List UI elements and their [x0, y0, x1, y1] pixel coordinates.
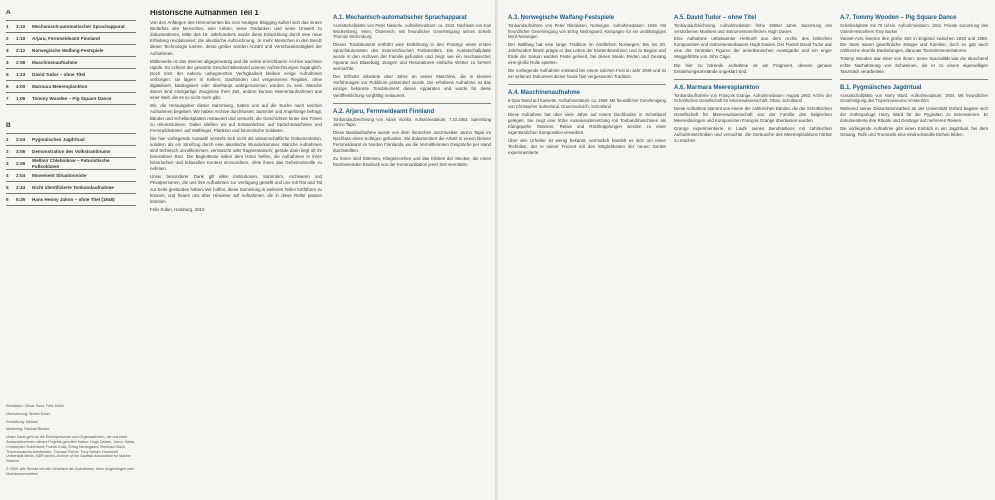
credits-block [6, 404, 136, 480]
right-page [498, 0, 995, 500]
track-row[interactable]: 1 3:10 Mechanisch-automatischer Sprachapparat [6, 21, 136, 33]
track-row[interactable]: 6 4:00 Marmara Meeresplankton [6, 81, 136, 93]
track-paragraph: Zu hören sind Stimmen, Klingelzeichen und das Klicken der Stecker, die einen faszinierenden Eindruck von der Kommunikation jener Zeit vermitteln. [333, 156, 491, 168]
copyright-text: © 2009, alle Rechte bei den Urhebern der Aufnahmen, ihren Angehörigen oder Nachlassverwaltern [6, 466, 135, 476]
section-divider [508, 84, 666, 85]
side-b-letter: B [6, 122, 11, 130]
track-paragraph: Diese Aufnahme stammt von einem der zahlreichen Bänder, die der Schottischen Gesellschaft für Meereswissenschaft von der Familie des belgischen Meeresbiologen und Komponisten François Grange überlassen wurden. [674, 105, 832, 124]
track-heading: A.1. Mechanisch-automatischer Sprachapparat [333, 15, 467, 21]
track-heading: A.5. David Tudor – ohne Titel [674, 15, 757, 21]
track-paragraph: Die vorliegende Aufnahme entstand bei einem solchen Fest im Jahr 1948 und ist ein seltenes Dokument dieser heute fast vergessenen Tradition. [508, 68, 666, 80]
track-paragraph: Diese Aufnahme hat über viele Jahre auf einem Dachboden in Schottland gelegen. Sie zeigt eine frühe Auseinandersetzung mit Tonbandmaschinen als Klangquelle: Motoren, Relais und Rückkopplungen werden zu einer eigentümlichen Komposition verwoben. [508, 111, 666, 135]
track-notes-column [840, 10, 988, 492]
track-heading: A.6. Marmara Meeresplankton [674, 84, 760, 91]
track-meta: Tonbandaufnahme von François Grange. Aufnahmedatum: August 1953. Archiv der Schottischen Gesellschaft für Meereswissenschaft, Oban, Schottland [674, 92, 832, 104]
track-paragraph: Diese Bandaufnahme wurde von dem finnischen Jazzmusiker Jarmo Tapio im Nachlass eines Kollegen gefunden. Sie dokumentiert die Arbeit in einem kleinen Fernmeldeamt im Norden Finnlands, wo die Vermittlerinnen Gespräche per Hand durchstellten. [333, 129, 491, 154]
essay-paragraph: Von den Anfängen des Hörmomentes bis zum heutigen Blogging äußert sich das innere Bedürfnis des Menschen, sein Leben, seine Gedanken und seine Umwelt zu dokumentieren. Mitte des 19. Jahrhunderts wurde diese Entwicklung durch eine neue Erfindung revolutioniert: die akustische Aufzeichnung. Je mehr Menschen in den Besitz dieser Technologie kamen, desto größer wurden Anzahl und Verschiedenartigkeit der Aufnahmen. [150, 20, 322, 56]
essay-signature: Felix Kubin, Hamburg, 2010 [150, 206, 205, 212]
track-meta: Acetatschallplatte von Peter Niederle. Aufnahmedatum: ca. 1943. Nachlass von Karl Wookenberg, Wien, Österreich. Mit freundlicher Genehmigung seines Enkels Thomas Wickenburg [333, 23, 491, 40]
essay-title: Historische Aufnahmen Teil 1 [150, 10, 259, 17]
track-heading: A.3. Norwegische Walfang-Festspiele [508, 15, 615, 21]
track-meta: 8-Spur-Band auf Kassette. Aufnahmedatum: ca. 1968. Mit freundlicher Genehmigung von Christopher Sutherland, Drummodroich, Schottland [508, 98, 666, 109]
essay-paragraph: Die hier vorliegende Auswahl versteht sich nicht als wissenschaftliche Dokumentation, sondern als ein Streifzug durch eine akustische Wunderkammer. Manche Aufnahmen sind technisch unvollkommen, verrauscht oder fragmentarisch; gerade darin liegt oft ihr besonderer Reiz. Die Begleittexte sollen dem Hörer helfen, die Aufnahmen in ihren historischen und kulturellen Kontext einzuordnen, ohne ihnen das Geheimnisvolle zu nehmen. [150, 135, 322, 172]
track-notes-column [333, 10, 491, 492]
track-row[interactable]: 3 2:12 Norwegische Walfang-Festspiele [6, 45, 136, 57]
track-row[interactable]: 5 1:23 David Tudor – ohne Titel [6, 69, 136, 81]
track-heading: A.2. Arjaru, Fernmeldeamt Finnland [333, 108, 435, 115]
track-row[interactable]: 1 2:04 Pygmäisches Jagdritual [6, 134, 136, 146]
credit-line: Mastering: Rashad Becker [6, 427, 50, 432]
track-row[interactable]: 4 2:58 Maschinenaufnahme [6, 57, 136, 69]
track-paragraph: Die vorliegende Aufnahme gibt einen Einblick in ein Jagdritual, bei dem Gesang, Rufe und Trommeln eine eindrucksvolle Einheit bilden. [840, 126, 988, 138]
track-row[interactable]: 4 2:04 Movement Situationniste [6, 170, 136, 182]
track-row[interactable]: 6 5:26 Hans Henny Jahnn – ohne Titel (1948) [6, 194, 136, 206]
side-b-tracklist [6, 133, 136, 206]
track-paragraph: Dieses Tondokument entführt eine Einführung in den Prototyp eines ersten Sprachautomaten des österreichischen Tonkünstlers. Die Acetatschallplatte wurde in den Archiven der Familie gefunden und zeigt, wie ein mechanischer Apparat aus Blasebalg, Zungen und Resonatoren einfache Wörter zu formen vermochte. [333, 41, 491, 72]
track-row[interactable]: 2 3:06 Demonstration des Volkstrantinums [6, 146, 136, 158]
track-paragraph: Die hier zu hörende Aufnahme ist ein Fragment, dessen genaue Entstehungsumstände ungeklärt sind. [674, 62, 832, 74]
credit-line: Gestaltung: Melvan [6, 419, 38, 424]
essay-paragraph: Wir, die Herausgeber dieser Sammlung, haben uns auf die Suche nach solchen Aufnahmen begeben. Wir haben Archive durchforstet, Sammler und Angehörige befragt, Bänder und Schellackplatten restauriert und versucht, die Geschichten hinter den Tönen zu rekonstruieren. Dabei stießen wir auf Erstaunliches: auf Sprachmaschinen und Fernmeldeämter, auf Walfänger, Plankton und futuristische Soldaten. [150, 103, 322, 133]
left-page [0, 0, 497, 500]
track-paragraph: Während seiner Dissertationsarbeit an der Universität Oxford begann sich der Anthropologe Harry Ward für die Pygmäen zu interessieren. Er dokumentierte ihre Rituale und Gesänge auf mehreren Reisen. [840, 105, 988, 124]
essay-paragraph: Unser besonderer Dank gilt allen Institutionen, Sammlern, Archivaren und Privatpersonen, die uns ihre Aufnahmen zur Verfügung gestellt und uns mit Rat und Tat zur Seite gestanden haben. Wir hoffen, diese Sammlung in weiteren Teilen fortführen zu können, und freuen uns über Hinweise auf Aufnahmen, die in diese Reihe passen könnten. [150, 174, 322, 204]
section-divider [674, 79, 832, 80]
thanks-text: Unser Dank geht an die Einzelpersonen und Organisationen, die uns beim Zustandekommen dieses Projekts geholfen haben: Hugh Davies, Jarmo Sarka, Christopher Sutherland, Franck Kolla, Erling Nedregaard, Reinhard Bach, Tropenmuseum Amsterdam, Thomas Pernet, Tony Barker, Humboldt Universität Berlin, NDR Archiv, Archive of the Scottish Association for Marine Science [6, 435, 136, 464]
side-a-tracklist [6, 20, 136, 105]
track-paragraph: Grange experimentierte in Laufe seines Berufslebens mit zahlreichen Aufnahmetechniken und versuchte, die Geräusche des Meeresplanktons hörbar zu machen. [674, 126, 832, 144]
track-row[interactable]: 3 2:06 Wellmir Chlebnikow – Futuristische Fußsoldaten [6, 158, 136, 170]
track-meta: Tonbandaufzeichnung. Aufnahmedatum: frühe 1950er Jahre. Sammlung des verstorbenen Musikers und Instrumentenerfinders Hugh Davies [674, 23, 832, 34]
track-meta: Tonbandaufnahme von Peter Nikolaisen, Norwegen. Aufnahmedatum: 1948. Mit freundlicher Genehmigung von Erling Nedregaard, Kampagne für ein unabhängiges Nord-Norwegen [508, 23, 666, 40]
tracklist-column [6, 10, 136, 400]
track-paragraph: Tommy Wooden war einer von ihnen: Seine Spezialität war die täuschend echte Nachahmung von Schweinen, die er zu einem eigenwilligen Tanzstück verarbeitete. [840, 56, 988, 74]
track-row[interactable]: 5 2:44 Nicht identifizierte Tonbandaufnahme [6, 182, 136, 194]
track-paragraph: Varieté-Acts feierten ihre große Zeit in England zwischen 1920 und 1960. Die Stars waren gewöhnliche Sänger und Komiker, doch es gab auch zahlreiche skurrile Darbietungen, darunter Tierstimmenimitatoren. [840, 36, 988, 54]
track-meta: Tonbandaufzeichnung von Adam Viuhko. Aufnahmedatum: 7.10.1953. Sammlung Jarmo Tapio [333, 116, 491, 128]
credit-line: Übersetzung: Stefan Eckel [6, 411, 50, 416]
track-meta: Schellackplatte mit 78 U/min. Aufnahmedatum: 1941. Private Sammlung des Varieté-Historikers Tony Barker [840, 23, 988, 34]
track-notes-column [508, 10, 666, 492]
credit-line: Redaktion: Olmar Suss, Felix Kubin [6, 404, 65, 408]
track-paragraph: Der Erfinder arbeitete über Jahre an seiner Maschine, die in kleinen Vorführungen vor Publikum präsentiert wurde. Die erhaltene Aufnahme ist das einzige bekannte Tondokument dieses Apparates und wurde für diese Veröffentlichung sorgfältig restauriert. [333, 74, 491, 98]
track-paragraph: Eine Aufnahme unbekannter Herkunft aus dem Archiv des britischen Komponisten und Instrumentenbauers Hugh Davies. Der Pianist David Tudor war eine der zentralen Figuren der amerikanischen Avantgarde und ein enger Weggefährte von John Cage. [674, 36, 832, 60]
track-heading: B.1. Pygmäisches Jagdritual [840, 84, 922, 91]
essay-column [150, 10, 322, 492]
track-row[interactable]: 7 1:06 Tommy Wooden – Pig Square Dance [6, 93, 136, 105]
track-paragraph: Über den Urheber ist wenig bekannt; vermutlich handelt es sich um einen Techniker, der in seiner Freizeit mit den Möglichkeiten der neuen Geräte experimentierte. [508, 137, 666, 156]
track-meta: Acetatschallplatte von Harry Ward. Aufnahmedatum: 1934. Mit freundlicher Genehmigung des Tropenmuseums Amsterdam [840, 92, 988, 104]
side-a-letter: A [6, 10, 11, 16]
track-row[interactable]: 2 1:10 Arjaru, Fernmeldeamt Finnland [6, 33, 136, 45]
track-heading: A.7. Tommy Wooden – Pig Square Dance [840, 15, 957, 21]
essay-paragraph: Mittlerweile ist das Internet allgegenwärtig und die online erreichbaren Archive wachsen rapide. So schient der gesamte Geschichtsbestand unserer Aufzeichnungen zugänglich. Doch trotz der nahezu unbegrenzten Verfügbarkeit bleiben einige Aufnahmen verborgen: sie lagern in Kellern, Dachböden und vergessenen Regalen, ohne digitalisiert, katalogisiert oder überhaupt wahrgenommen worden zu sein. Manche davon sind einzigartige Zeugnisse ihrer Zeit, andere kuriose Momentaufnahmen aus einer Welt, die es so nicht mehr gibt. [150, 58, 322, 101]
track-notes-column [674, 10, 832, 492]
section-divider [333, 103, 491, 104]
track-paragraph: Der Walfang hat eine lange Tradition im nördlichen Norwegen. Bis ins 20. Jahrhundert hinein prägte er das Leben der Küstenbewohner, und zu Beginn und Ende der Saison wurden Feste gefeiert, bei denen Musik, Reden und Gesang eine große Rolle spielten. [508, 41, 666, 66]
section-divider [840, 79, 988, 80]
track-heading: A.4. Maschinenaufnahme [508, 90, 581, 97]
